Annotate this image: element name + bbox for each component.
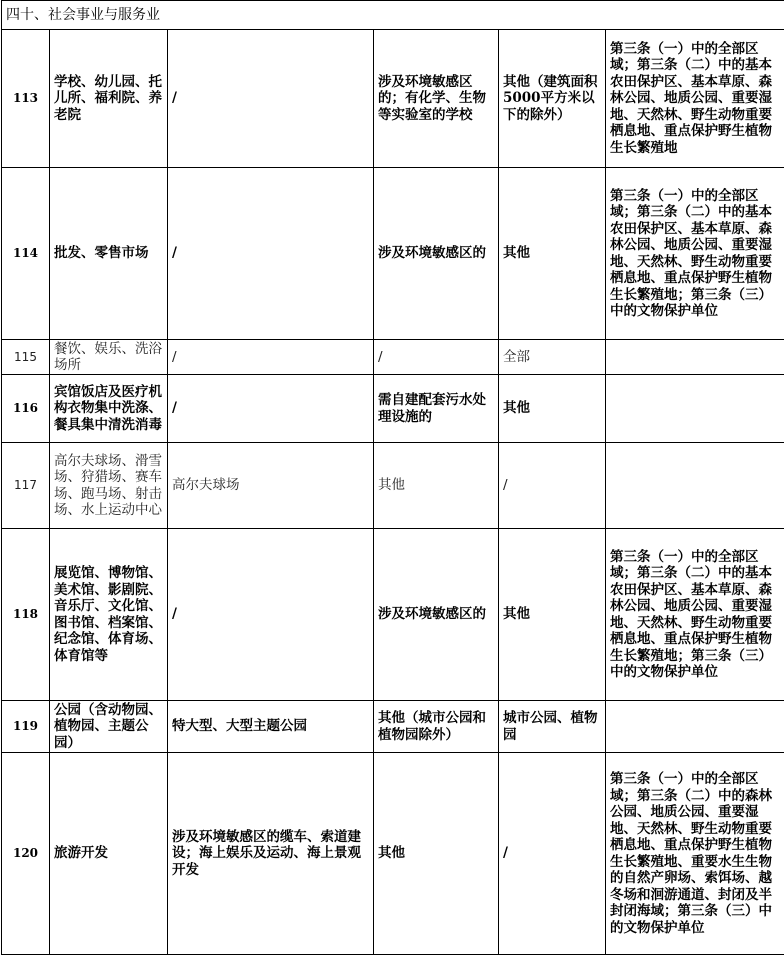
project-type: 旅游开发 xyxy=(50,753,168,955)
table-row xyxy=(2,753,784,955)
table-row xyxy=(2,529,784,701)
table-row xyxy=(2,340,784,375)
registration-requirement: 城市公园、植物园 xyxy=(499,701,606,753)
row-number: 118 xyxy=(2,529,50,701)
table-requirement: 其他（城市公园和植物园除外） xyxy=(374,701,499,753)
section-title: 四十、社会事业与服务业 xyxy=(2,1,784,30)
section-header-row xyxy=(2,1,784,30)
registration-requirement: 其他 xyxy=(499,529,606,701)
registration-requirement: 其他 xyxy=(499,168,606,340)
project-type: 学校、幼儿园、托儿所、福利院、养老院 xyxy=(50,30,168,168)
project-type: 餐饮、娱乐、洗浴场所 xyxy=(50,340,168,375)
table-requirement: 涉及环境敏感区的 xyxy=(374,168,499,340)
sensitive-area xyxy=(606,340,784,375)
row-number: 119 xyxy=(2,701,50,753)
report-requirement: / xyxy=(168,340,374,375)
table-row xyxy=(2,375,784,443)
report-requirement: / xyxy=(168,529,374,701)
table-requirement: 其他 xyxy=(374,443,499,529)
registration-requirement: 其他 xyxy=(499,375,606,443)
table-requirement: / xyxy=(374,340,499,375)
project-type: 公园（含动物园、植物园、主题公园） xyxy=(50,701,168,753)
project-type: 展览馆、博物馆、美术馆、影剧院、音乐厅、文化馆、图书馆、档案馆、纪念馆、体育场、体育馆等 xyxy=(50,529,168,701)
report-requirement: 涉及环境敏感区的缆车、索道建设；海上娱乐及运动、海上景观开发 xyxy=(168,753,374,955)
regulation-table xyxy=(1,0,784,955)
report-requirement: / xyxy=(168,30,374,168)
sensitive-area xyxy=(606,701,784,753)
table-requirement: 涉及环境敏感区的 xyxy=(374,529,499,701)
sensitive-area: 第三条（一）中的全部区域；第三条（二）中的基本农田保护区、基本草原、森林公园、地质公园、重要湿地、天然林、野生动物重要栖息地、重点保护野生植物生长繁殖地；第三条（三）中的文物保护单位 xyxy=(606,529,784,701)
row-number: 116 xyxy=(2,375,50,443)
table-requirement: 需自建配套污水处理设施的 xyxy=(374,375,499,443)
table-row xyxy=(2,701,784,753)
registration-requirement: / xyxy=(499,753,606,955)
project-type: 批发、零售市场 xyxy=(50,168,168,340)
sensitive-area: 第三条（一）中的全部区域；第三条（二）中的基本农田保护区、基本草原、森林公园、地质公园、重要湿地、天然林、野生动物重要栖息地、重点保护野生植物生长繁殖地；第三条（三）中的文物保护单位 xyxy=(606,168,784,340)
sensitive-area: 第三条（一）中的全部区域；第三条（二）中的基本农田保护区、基本草原、森林公园、地质公园、重要湿地、天然林、野生动物重要栖息地、重点保护野生植物生长繁殖地 xyxy=(606,30,784,168)
report-requirement: 高尔夫球场 xyxy=(168,443,374,529)
report-requirement: / xyxy=(168,375,374,443)
table-row xyxy=(2,30,784,168)
project-type: 高尔夫球场、滑雪场、狩猎场、赛车场、跑马场、射击场、水上运动中心 xyxy=(50,443,168,529)
row-number: 117 xyxy=(2,443,50,529)
sensitive-area: 第三条（一）中的全部区域；第三条（二）中的森林公园、地质公园、重要湿地、天然林、野生动物重要栖息地、重点保护野生植物生长繁殖地、重要水生生物的自然产卵场、索饵场、越冬场和洄游通道、封闭及半封闭海域；第三条（三）中的文物保护单位 xyxy=(606,753,784,955)
registration-requirement: 全部 xyxy=(499,340,606,375)
table-row xyxy=(2,168,784,340)
registration-requirement: 其他（建筑面积5000平方米以下的除外） xyxy=(499,30,606,168)
table-requirement: 涉及环境敏感区的；有化学、生物等实验室的学校 xyxy=(374,30,499,168)
registration-requirement: / xyxy=(499,443,606,529)
report-requirement: 特大型、大型主题公园 xyxy=(168,701,374,753)
project-type: 宾馆饭店及医疗机构衣物集中洗涤、餐具集中清洗消毒 xyxy=(50,375,168,443)
report-requirement: / xyxy=(168,168,374,340)
sensitive-area xyxy=(606,375,784,443)
row-number: 114 xyxy=(2,168,50,340)
sensitive-area xyxy=(606,443,784,529)
table-row xyxy=(2,443,784,529)
row-number: 120 xyxy=(2,753,50,955)
row-number: 115 xyxy=(2,340,50,375)
table-requirement: 其他 xyxy=(374,753,499,955)
row-number: 113 xyxy=(2,30,50,168)
